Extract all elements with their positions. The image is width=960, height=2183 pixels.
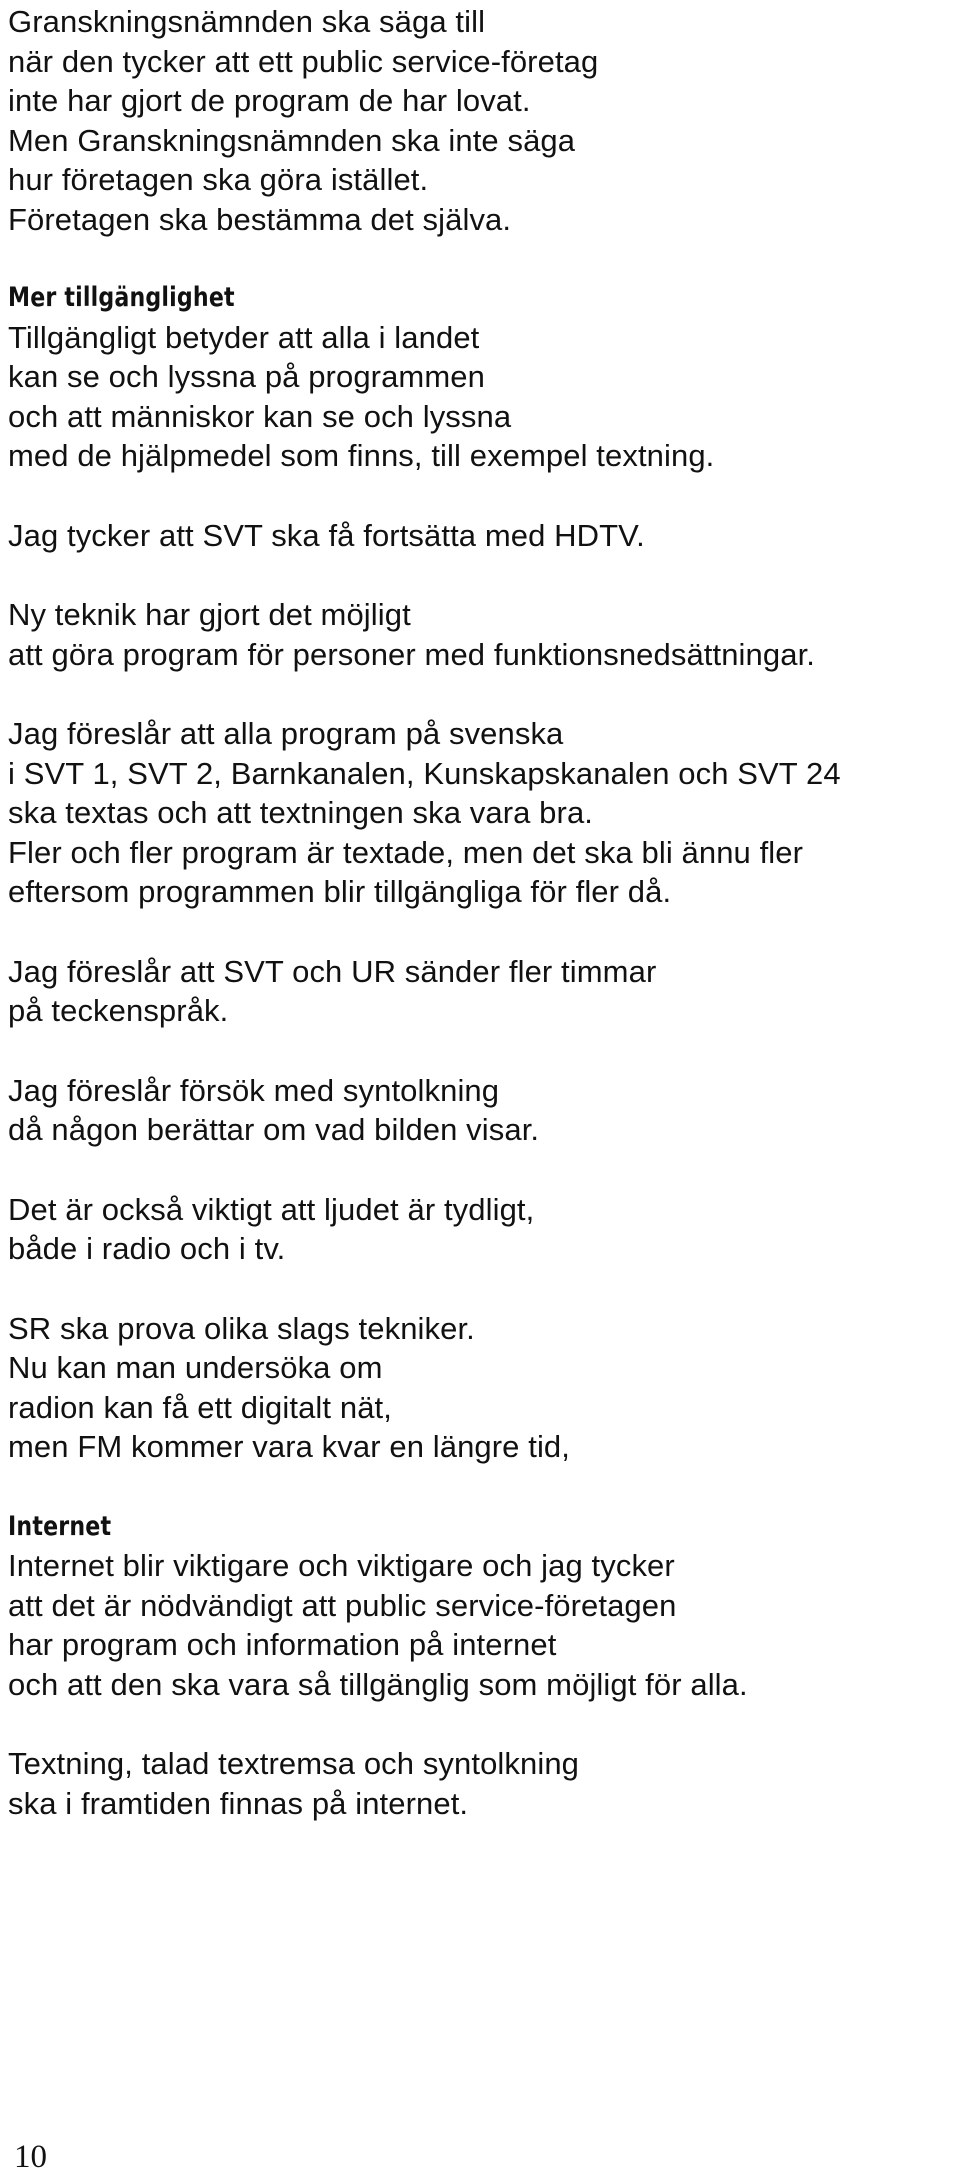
text-line: radion kan få ett digitalt nät,	[8, 1389, 392, 1425]
text-line: Jag föreslår att alla program på svenska	[8, 716, 564, 751]
text-line: Företagen ska bestämma det själva.	[8, 201, 512, 237]
text-line: Nu kan man undersöka om	[8, 1350, 383, 1385]
text-line: och att den ska vara så tillgänglig som möjligt för alla.	[8, 1666, 748, 1702]
text-line: Internet blir viktigare och viktigare och jag tycker	[8, 1548, 675, 1583]
paragraph	[8, 595, 948, 674]
text-line: och att människor kan se och lyssna	[8, 398, 512, 434]
text-line: när den tycker att ett public service-företag	[8, 43, 599, 79]
section-accessibility	[8, 278, 948, 476]
paragraph	[8, 1309, 948, 1467]
paragraph	[8, 952, 948, 1031]
section-heading: Internet	[8, 1510, 112, 1542]
text-line: Men Granskningsnämnden ska inte säga	[8, 122, 576, 158]
text-line: Jag tycker att SVT ska få fortsätta med HDTV.	[8, 517, 645, 553]
text-line: kan se och lyssna på programmen	[8, 359, 485, 394]
paragraph	[8, 1744, 948, 1823]
text-line: Tillgängligt betyder att alla i landet	[8, 319, 480, 355]
text-line: Jag föreslår att SVT och UR sänder fler timmar	[8, 953, 657, 989]
text-line: Textning, talad textremsa och syntolkning	[8, 1746, 580, 1781]
text-line: då någon berättar om vad bilden visar.	[8, 1112, 540, 1147]
text-line: har program och information på internet	[8, 1627, 557, 1662]
text-line: att det är nödvändigt att public service-företagen	[8, 1587, 677, 1623]
page-number: 10	[14, 2139, 47, 2175]
text-line: Jag föreslår försök med syntolkning	[8, 1072, 500, 1108]
text-line: både i radio och i tv.	[8, 1231, 286, 1266]
text-line: Fler och fler program är textade, men det ska bli ännu fler	[8, 834, 804, 870]
text-line: eftersom programmen blir tillgängliga för fler då.	[8, 874, 672, 909]
text-line: SR ska prova olika slags tekniker.	[8, 1310, 475, 1346]
text-line: Granskningsnämnden ska säga till	[8, 4, 486, 39]
text-line: ska i framtiden finnas på internet.	[8, 1785, 469, 1821]
paragraph	[8, 2, 948, 239]
paragraph	[8, 1190, 948, 1269]
paragraph	[8, 516, 948, 556]
text-line: inte har gjort de program de har lovat.	[8, 83, 531, 118]
text-line: hur företagen ska göra istället.	[8, 162, 429, 197]
text-line: ska textas och att textningen ska vara bra.	[8, 795, 594, 830]
text-line: med de hjälpmedel som finns, till exempel textning.	[8, 438, 715, 473]
text-line: men FM kommer vara kvar en längre tid,	[8, 1429, 570, 1464]
text-line: Det är också viktigt att ljudet är tydligt,	[8, 1191, 535, 1227]
text-line: på teckenspråk.	[8, 993, 229, 1028]
section-heading: Mer tillgänglighet	[8, 282, 235, 313]
text-line: Ny teknik har gjort det möjligt	[8, 597, 411, 632]
body-text	[8, 0, 948, 1823]
text-line: att göra program för personer med funktionsnedsättningar.	[8, 636, 815, 672]
paragraph	[8, 1071, 948, 1150]
text-line: i SVT 1, SVT 2, Barnkanalen, Kunskapskanalen och SVT 24	[8, 755, 841, 791]
paragraph	[8, 714, 948, 912]
section-internet	[8, 1507, 948, 1705]
